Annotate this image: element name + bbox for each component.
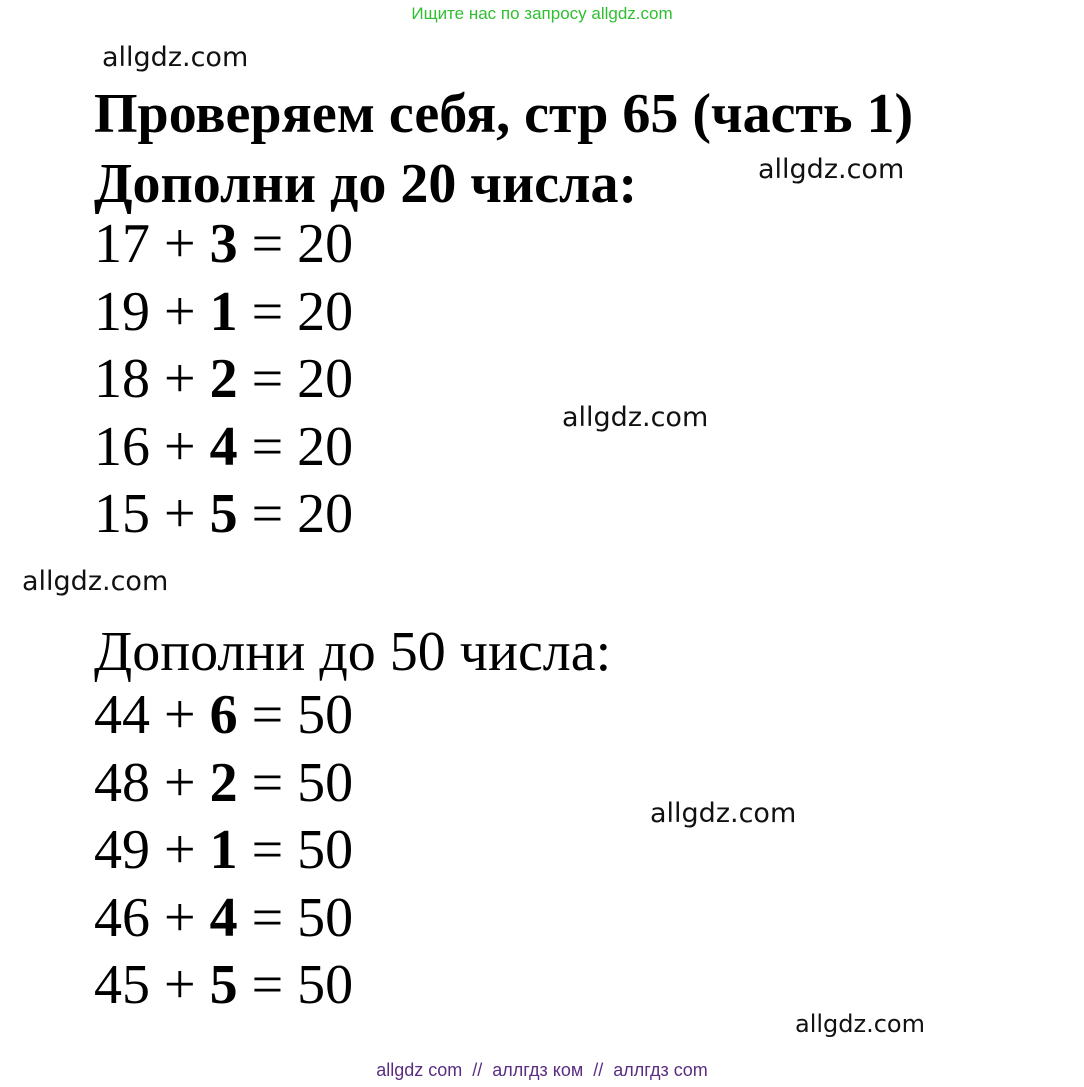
watermark: allgdz.com (562, 402, 709, 433)
equation-left: 44 + (94, 684, 210, 746)
page-title: Проверяем себя, стр 65 (часть 1) (94, 83, 914, 145)
equation-answer: 4 (209, 415, 238, 478)
equation-answer: 6 (209, 684, 238, 746)
watermark: allgdz.com (22, 566, 169, 597)
equation-right: = 50 (237, 819, 354, 881)
section1-title: Дополни до 20 числа: (94, 153, 638, 215)
section2-title: Дополни до 50 числа: (94, 621, 612, 683)
equation-row (94, 414, 353, 482)
watermark: allgdz.com (102, 42, 249, 73)
equation-row (94, 682, 353, 750)
equation-answer: 3 (209, 213, 238, 275)
equation-right: = 20 (237, 213, 354, 275)
equation-right: = 20 (237, 483, 354, 545)
equation-right: = 50 (237, 954, 354, 1016)
equation-right: = 20 (237, 280, 354, 343)
equation-row (94, 750, 353, 818)
equation-row (94, 952, 353, 1020)
equation-left: 16 + (94, 415, 210, 478)
equation-right: = 50 (237, 684, 354, 746)
equation-row (94, 885, 353, 953)
equation-row (94, 279, 353, 347)
equation-list-20 (94, 211, 353, 549)
equation-left: 15 + (94, 483, 210, 545)
equation-row (94, 346, 353, 414)
watermark: allgdz.com (650, 798, 797, 829)
equation-answer: 5 (209, 954, 238, 1016)
equation-left: 19 + (94, 280, 210, 343)
equation-list-50 (94, 682, 353, 1020)
equation-left: 48 + (94, 751, 210, 814)
equation-left: 17 + (94, 213, 210, 275)
equation-left: 46 + (94, 886, 210, 949)
equation-answer: 2 (209, 751, 238, 814)
equation-left: 45 + (94, 954, 210, 1016)
equation-right: = 50 (237, 751, 354, 814)
equation-row (94, 211, 353, 279)
equation-right: = 20 (237, 348, 354, 410)
equation-answer: 1 (209, 819, 238, 881)
equation-answer: 4 (209, 886, 238, 949)
equation-left: 49 + (94, 819, 210, 881)
equation-answer: 2 (209, 348, 238, 410)
equation-answer: 5 (209, 483, 238, 545)
equation-left: 18 + (94, 348, 210, 410)
equation-row (94, 817, 353, 885)
footer-links[interactable]: allgdz com // аллгдз ком // аллгдз com (376, 1060, 708, 1080)
top-banner-link[interactable]: Ищите нас по запросу allgdz.com (411, 4, 673, 23)
watermark: allgdz.com (795, 1010, 925, 1038)
equation-right: = 20 (237, 415, 354, 478)
equation-right: = 50 (237, 886, 354, 949)
equation-row (94, 481, 353, 549)
watermark: allgdz.com (758, 154, 905, 185)
equation-answer: 1 (209, 280, 238, 343)
